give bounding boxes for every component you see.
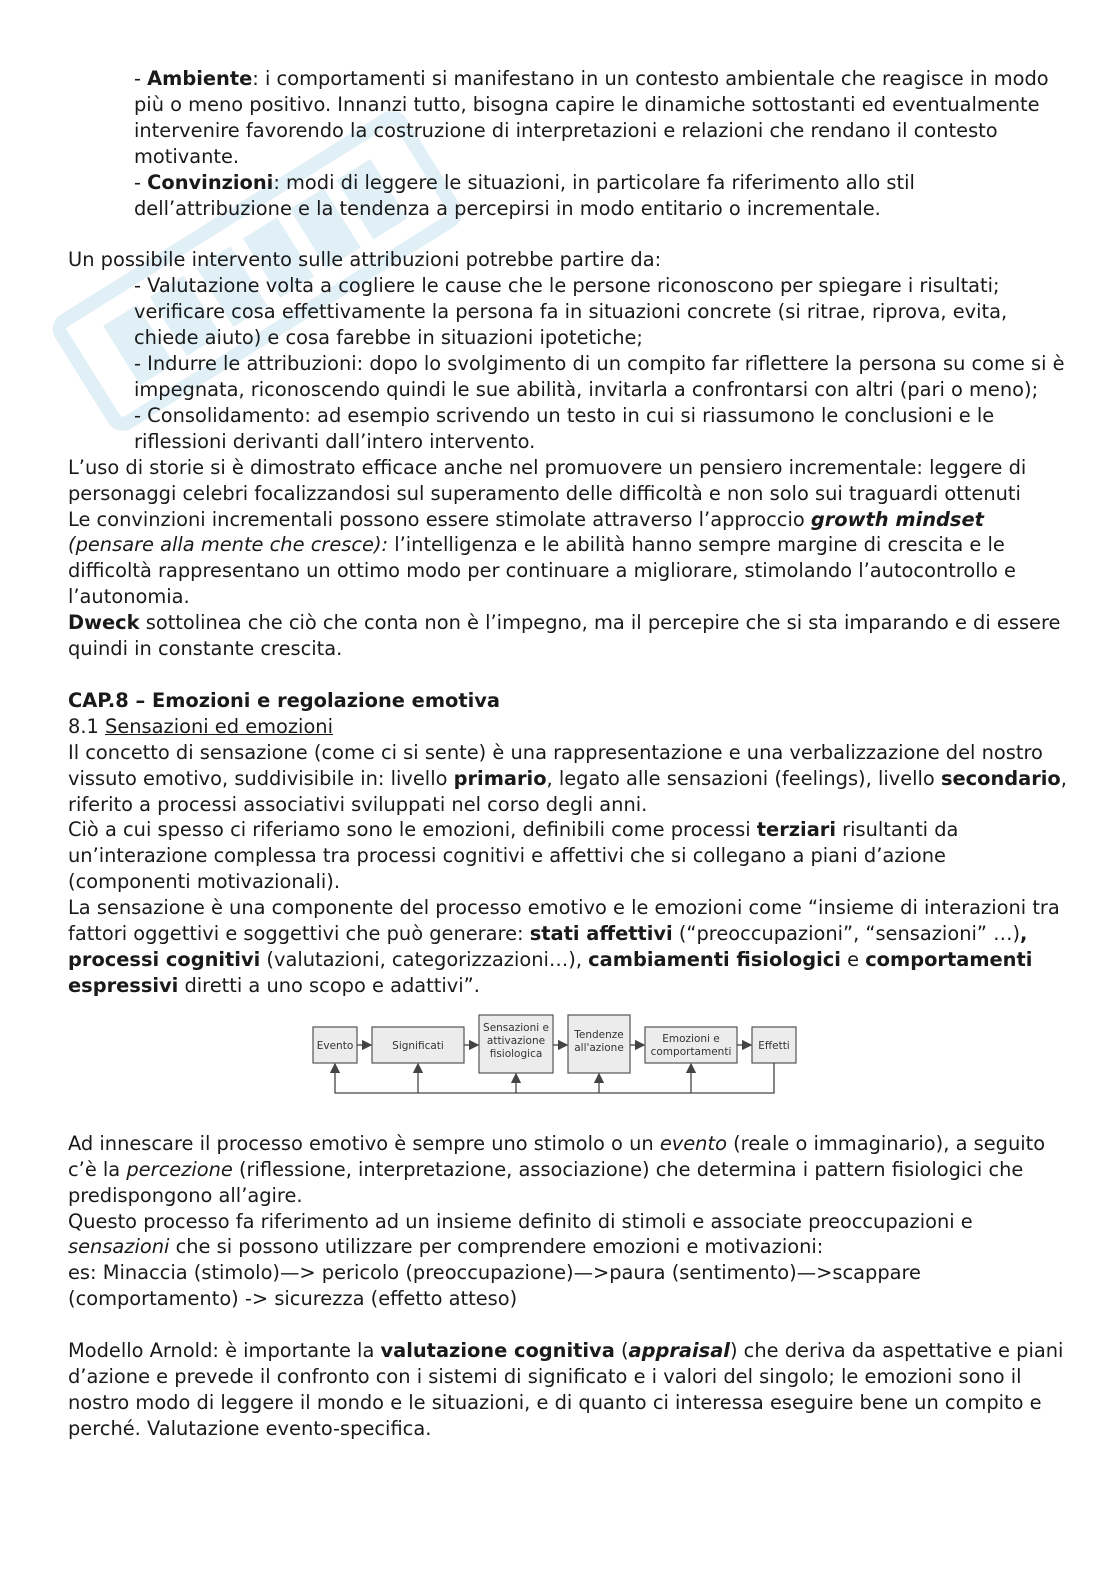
intervento-item-consolidamento: - Consolidamento: ad esempio scrivendo un testo in cui si riassumono le conclusioni e le riflessioni derivanti dall’intero intervento. [134, 403, 995, 453]
intervento-item-valutazione: - Valutazione volta a cogliere le cause che le persone riconoscono per spiegare i risultati; verificare cosa effettivamente la persona fa in situazioni concrete (si ritrae, riprova, evita, chiede aiuto) e cosa farebbe in situazioni ipotetiche; [134, 274, 1008, 350]
growth-mindset-paragraph: Le convinzioni incrementali possono essere stimolate attraverso l’approccio growth mindset (pensare alla mente che cresce): l’intelligenza e le abilità hanno sempre margine di crescita e le difficoltà rappresentano un ottimo modo per continuare a migliorare, stimolando l’autocontrollo e l’autonomia. [68, 507, 1016, 609]
processo-emotivo-paragraph: La sensazione è una componente del processo emotivo e le emozioni come “insieme di interazioni tra fattori oggettivi e soggettivi che può generare: stati affettivi (“preoccupazioni”, “sensazioni” …), processi cognitivi (valutazioni, categorizzazioni…), cambiamenti fisiologici e comportamenti espressivi diretti a uno scopo e adattivi”. [68, 896, 1060, 997]
growth-mindset-term: growth mindset [810, 507, 984, 531]
diagram-label-emozioni-1: Emozioni e [662, 1032, 720, 1045]
dweck-name: Dweck [68, 611, 140, 635]
diagram-label-sensazioni-2: attivazione [486, 1034, 546, 1047]
intervento-item-indurre: - Indurre le attribuzioni: dopo lo svolgimento di un compito far riflettere la persona su come si è impegnata, riconoscendo quindi le sue abilità, invitarla a confrontarsi con altri (pari o meno); [134, 352, 1065, 401]
esempio-paragraph: es: Minaccia (stimolo)—> pericolo (preoccupazione)—>paura (sentimento)—>scappare (comportamento) -> sicurezza (effetto atteso) [68, 1261, 921, 1311]
ambiente-paragraph: - Ambiente: i comportamenti si manifestano in un contesto ambientale che reagisce in modo più o meno positivo. Innanzi tutto, bisogna capire le dinamiche sottostanti ed eventualmente intervenire favorendo la costruzione di interpretazioni e relazioni che rendano il contesto motivante. [134, 67, 1049, 168]
diagram-label-tendenze-1: Tendenze [574, 1028, 624, 1041]
ambiente-label: Ambiente [147, 67, 253, 90]
chapter-title: CAP.8 – Emozioni e regolazione emotiva [68, 688, 500, 712]
diagram-label-sensazioni-3: fisiologica [489, 1047, 543, 1060]
arnold-paragraph: Modello Arnold: è importante la valutazione cognitiva (appraisal) che deriva da aspettative e piani d’azione e prevede il confronto con i sistemi di significato e i valori del singolo; le emozioni sono il nostro modo di leggere il mondo e le situazioni, e di quanto ci interessa eseguire bene un compito e perché. Valutazione evento-specifica. [68, 1339, 1064, 1440]
convinzioni-label: Convinzioni [147, 170, 274, 194]
document-page [68, 66, 1068, 1442]
sensazione-paragraph: Il concetto di sensazione (come ci si sente) è una rappresentazione e una verbalizzazione del nostro vissuto emotivo, suddivisibile in: livello primario, legato alle sensazioni (feelings), livello secondario, riferito a processi associativi sviluppati nel corso degli anni. [68, 740, 1067, 816]
diagram-label-effetti: Effetti [758, 1039, 790, 1052]
convinzioni-paragraph: - Convinzioni: modi di leggere le situazioni, in particolare fa riferimento allo stil dell’attribuzione e la tendenza a percepirsi in modo entitario o incrementale. [134, 170, 915, 220]
innesco-paragraph: Ad innescare il processo emotivo è sempre uno stimolo o un evento (reale o immaginario), a seguito c’è la percezione (riflessione, interpretazione, associazione) che determina i pattern fisiologici che predispongono all’agire. [68, 1131, 1046, 1207]
subsection-heading: 8.1 Sensazioni ed emozioni [68, 714, 333, 738]
diagram-feedback-line [335, 1063, 774, 1093]
dweck-paragraph: Dweck sottolinea che ciò che conta non è l’impegno, ma il percepire che si sta imparando e di essere quindi in constante crescita. [68, 611, 1061, 661]
storie-paragraph: L’uso di storie si è dimostrato efficace anche nel promuovere un pensiero incrementale: leggere di personaggi celebri focalizzandosi sul superamento delle difficoltà e non solo sui traguardi ottenuti [68, 455, 1027, 505]
diagram-label-evento: Evento [316, 1039, 354, 1052]
diagram-label-tendenze-2: all'azione [574, 1041, 624, 1054]
diagram-label-significati: Significati [392, 1039, 444, 1052]
diagram-label-emozioni-2: comportamenti [650, 1045, 732, 1058]
intervento-intro: Un possibile intervento sulle attribuzioni potrebbe partire da: [68, 248, 662, 272]
emozioni-paragraph: Ciò a cui spesso ci riferiamo sono le emozioni, definibili come processi terziari risultanti da un’interazione complessa tra processi cognitivi e affettivi che si collegano a piani d’azione (componenti motivazionali). [68, 818, 959, 894]
diagram-label-sensazioni-1: Sensazioni e [483, 1021, 549, 1034]
stimoli-paragraph: Questo processo fa riferimento ad un insieme definito di stimoli e associate preoccupazioni e sensazioni che si possono utilizzare per comprendere emozioni e motivazioni: [68, 1209, 973, 1259]
emotion-process-diagram [68, 999, 1068, 1131]
